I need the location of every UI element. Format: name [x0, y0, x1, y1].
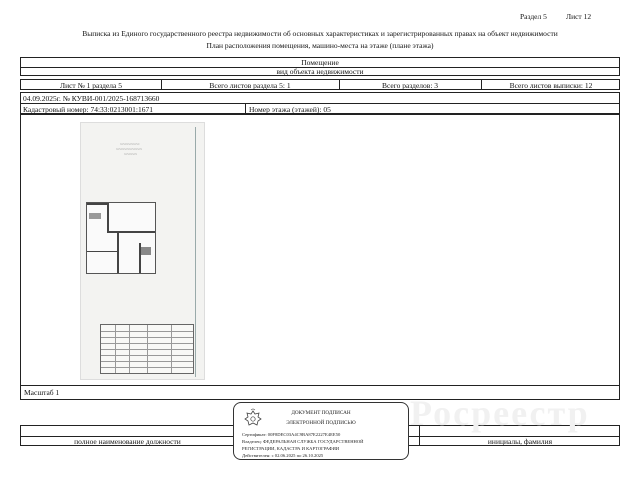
sheets-row [20, 79, 620, 90]
cadastral-number: Кадастровый номер: 74:33:0213001:1671 [23, 105, 153, 114]
signature-title-1: ДОКУМЕНТ ПОДПИСАН [291, 410, 351, 416]
total-sheets-extract: Всего листов выписки: 12 [509, 80, 593, 90]
floor-number: Номер этажа (этажей): 05 [249, 105, 331, 114]
document-title: Выписка из Единого государственного реестра недвижимости об основных характеристиках и зарегистрированных правах на объект недвижимости [82, 29, 558, 38]
floor-plan-scan: ~~~~~~~~~~~~ ~~~~~~~~~~~~~~~~ ~~~~~~~~ [80, 122, 205, 380]
extract-date-number: 04.09.2025г. № КУВИ-001/2025-168713660 [23, 94, 160, 103]
apartment-plan [86, 202, 156, 274]
sheet-label: Лист 12 [566, 12, 592, 21]
position-caption: полное наименование должности [74, 437, 181, 446]
section-label: Раздел 5 [520, 12, 547, 21]
scale-label: Масштаб 1 [24, 388, 60, 397]
certificate-line: Сертификат: 00F8DEC03A4C9BA87E2227E4EE50 [242, 432, 341, 437]
object-type: Помещение [301, 58, 339, 67]
document-subtitle: План расположения помещения, машино-места на этаже (плане этажа) [206, 41, 434, 50]
record-info-box [20, 92, 620, 114]
sheet-number: Лист № 1 раздела 5 [60, 80, 122, 90]
name-caption: инициалы, фамилия [487, 437, 553, 446]
total-sheets-section: Всего листов раздела 5: 1 [209, 80, 291, 90]
owner-line-1: Владелец: ФЕДЕРАЛЬНАЯ СЛУЖБА ГОСУДАРСТВЕННОЙ [242, 439, 364, 444]
object-type-box [20, 57, 620, 76]
e-signature-stamp [233, 402, 409, 460]
signature-title-2: ЭЛЕКТРОННОЙ ПОДПИСЬЮ [286, 420, 356, 426]
total-sections: Всего разделов: 3 [381, 80, 439, 90]
object-type-caption: вид объекта недвижимости [276, 67, 364, 76]
plan-stamp-table [100, 324, 194, 374]
validity-line: Действителен: с 02.06.2025 по 26.10.2025 [242, 453, 324, 458]
rosreestr-watermark: Росреестр [410, 393, 590, 433]
owner-line-2: РЕГИСТРАЦИИ, КАДАСТРА И КАРТОГРАФИИ [242, 446, 340, 451]
